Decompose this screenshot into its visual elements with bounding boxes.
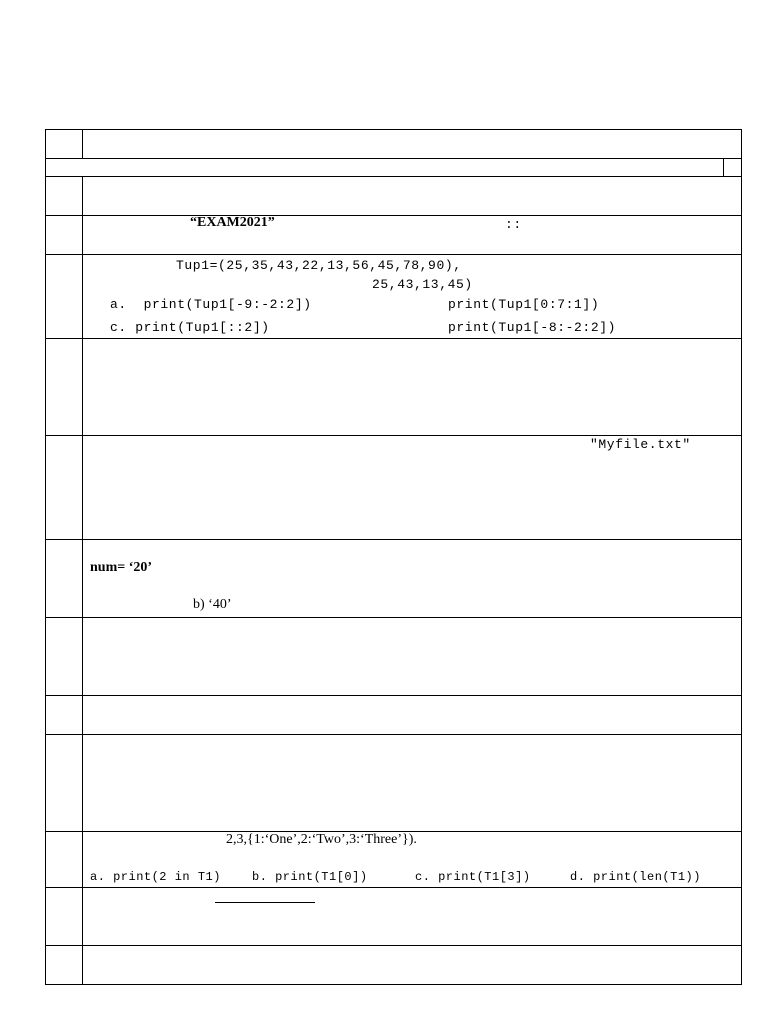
table-right-border: [741, 129, 742, 985]
tuple-definition-line1: Tup1=(25,35,43,22,13,56,45,78,90),: [176, 258, 462, 273]
row-separator: [45, 338, 742, 339]
option-b-value: b) ‘40’: [193, 597, 232, 612]
option-c: c. print(Tup1[::2]): [110, 320, 270, 335]
file-name: "Myfile.txt": [590, 437, 691, 452]
number-column-divider: [82, 129, 83, 159]
table-bottom-border: [45, 984, 742, 985]
number-column-divider: [82, 176, 83, 985]
tuple-definition-line2: 25,43,13,45): [372, 277, 473, 292]
option-a: a. print(2 in T1): [90, 870, 221, 884]
row-separator: [45, 734, 742, 735]
row-separator: [45, 945, 742, 946]
option-d: d. print(len(T1)): [570, 870, 701, 884]
row-separator: [45, 215, 742, 216]
num-assignment: num= ‘20’: [90, 560, 153, 575]
table-top-border: [45, 129, 742, 130]
option-c: c. print(T1[3]): [415, 870, 531, 884]
row-separator: [45, 158, 742, 159]
option-b: print(Tup1[0:7:1]): [448, 297, 600, 312]
row-separator: [45, 539, 742, 540]
row-separator: [45, 887, 742, 888]
row-separator: [45, 254, 742, 255]
option-d: print(Tup1[-8:-2:2]): [448, 320, 617, 335]
row-separator: [45, 435, 742, 436]
row-separator: [45, 176, 742, 177]
header-row-small-cell-divider: [723, 159, 724, 176]
fill-in-blank-line: [215, 902, 315, 903]
table-left-border: [45, 129, 46, 985]
option-b: b. print(T1[0]): [252, 870, 368, 884]
colon-marks: ::: [505, 217, 522, 232]
exam-keyword: “EXAM2021”: [190, 215, 275, 230]
option-a: a. print(Tup1[-9:-2:2]): [110, 297, 312, 312]
row-separator: [45, 617, 742, 618]
row-separator: [45, 695, 742, 696]
tuple-t1-definition: 2,3,{1:‘One’,2:‘Two’,3:‘Three’}).: [226, 832, 417, 847]
